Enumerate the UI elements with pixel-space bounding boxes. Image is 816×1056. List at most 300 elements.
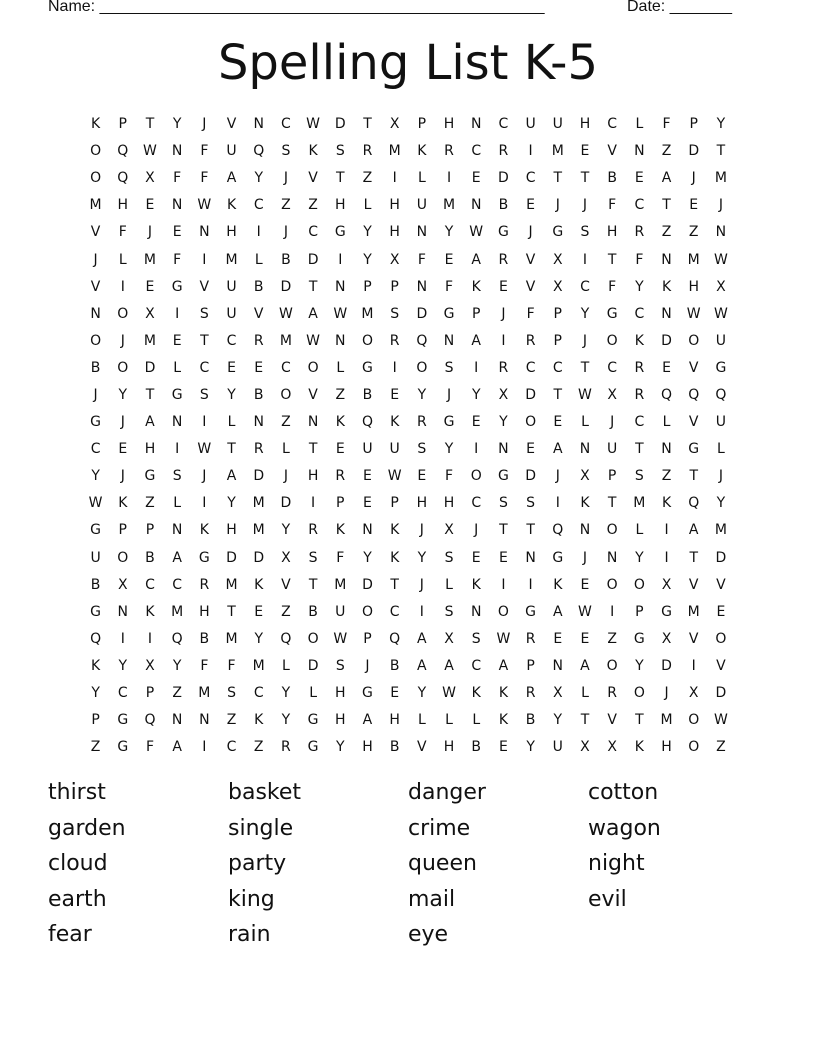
grid-letter: A <box>471 251 481 268</box>
grid-letter: R <box>498 359 509 376</box>
grid-letter: I <box>338 251 343 268</box>
grid-letter: B <box>90 576 101 593</box>
grid-letter: N <box>552 657 564 674</box>
grid-letter: W <box>713 251 728 268</box>
grid-letter: R <box>281 739 291 756</box>
grid-letter: H <box>144 441 156 458</box>
grid-letter: W <box>442 685 456 702</box>
grid-letter: R <box>634 224 645 241</box>
grid-letter: O <box>416 359 428 376</box>
grid-letter: T <box>553 386 563 403</box>
grid-letter: Y <box>635 549 644 566</box>
grid-letter: O <box>497 603 509 620</box>
grid-letter: J <box>664 685 669 702</box>
grid-letter: X <box>552 685 563 702</box>
grid-letter: N <box>525 549 536 566</box>
grid-letter: J <box>555 468 560 485</box>
grid-letter: X <box>552 251 563 268</box>
grid-letter: D <box>525 386 536 403</box>
grid-letter: M <box>442 197 456 214</box>
grid-letter: L <box>581 685 589 702</box>
grid-letter: T <box>553 170 563 187</box>
grid-letter: T <box>336 170 345 187</box>
grid-letter: J <box>474 522 479 539</box>
grid-letter: P <box>336 495 345 512</box>
grid-letter: L <box>363 197 372 214</box>
grid-letter: N <box>335 332 346 349</box>
grid-letter: L <box>118 251 127 268</box>
grid-letter: H <box>606 224 618 241</box>
grid-letter: J <box>528 224 533 241</box>
grid-letter: Y <box>417 549 427 566</box>
grid-letter: E <box>580 630 590 647</box>
grid-letter: O <box>361 332 373 349</box>
grid-letter: W <box>306 116 321 133</box>
grid-letter: D <box>144 359 156 376</box>
grid-letter: E <box>145 278 155 295</box>
grid-letter: T <box>308 441 318 458</box>
grid-letter: M <box>687 603 700 620</box>
grid-letter: K <box>580 495 590 512</box>
grid-letter: J <box>718 468 723 485</box>
grid-letter: H <box>688 278 699 295</box>
grid-letter: U <box>226 278 237 295</box>
grid-letter: K <box>634 739 644 756</box>
grid-letter: C <box>525 359 536 376</box>
grid-letter: K <box>498 712 508 729</box>
grid-letter: C <box>199 359 210 376</box>
grid-letter: Z <box>308 197 318 214</box>
grid-letter: Q <box>552 522 564 539</box>
grid-letter: A <box>226 170 237 187</box>
grid-letter: D <box>307 657 319 674</box>
grid-letter: X <box>145 657 155 674</box>
grid-letter: K <box>661 495 672 512</box>
grid-letter: T <box>607 251 617 268</box>
grid-row <box>82 219 742 246</box>
grid-letter: Z <box>661 143 672 160</box>
grid-letter: A <box>444 657 454 674</box>
grid-letter: O <box>606 657 618 674</box>
grid-letter: X <box>145 170 155 187</box>
grid-letter: N <box>416 278 428 295</box>
word-list-item: evil <box>588 886 627 912</box>
grid-letter: O <box>715 630 727 647</box>
grid-letter: I <box>419 603 424 620</box>
grid-letter: D <box>715 549 727 566</box>
grid-letter: E <box>118 441 128 458</box>
grid-letter: P <box>91 712 100 729</box>
grid-row <box>82 436 742 463</box>
word-list-item: rain <box>228 922 271 948</box>
grid-row <box>82 382 742 409</box>
word-list-item: basket <box>228 780 302 805</box>
grid-letter: W <box>88 495 103 512</box>
grid-letter: N <box>90 305 101 322</box>
grid-letter: G <box>362 359 373 376</box>
grid-letter: N <box>307 414 319 431</box>
grid-letter: W <box>578 386 592 403</box>
grid-letter: I <box>474 359 479 376</box>
grid-letter: T <box>580 712 590 729</box>
grid-letter: O <box>90 143 102 160</box>
grid-letter: Y <box>281 522 291 539</box>
word-list <box>48 778 788 958</box>
grid-letter: T <box>227 603 236 620</box>
grid-letter: K <box>471 278 481 295</box>
grid-letter: Y <box>227 386 236 403</box>
grid-row <box>82 490 742 517</box>
word-list-item: wagon <box>588 815 661 841</box>
grid-letter: A <box>471 332 481 349</box>
grid-letter: P <box>363 630 372 647</box>
grid-letter: Z <box>716 739 726 756</box>
grid-letter: F <box>173 170 182 187</box>
grid-letter: H <box>335 712 346 729</box>
page-title: Spelling List K-5 <box>217 35 599 91</box>
grid-letter: K <box>91 657 101 674</box>
grid-letter: T <box>363 116 372 133</box>
grid-letter: Q <box>416 332 428 349</box>
grid-letter: V <box>688 630 699 647</box>
grid-letter: J <box>501 305 506 322</box>
grid-letter: Z <box>90 739 101 756</box>
grid-letter: Z <box>688 224 699 241</box>
grid-letter: U <box>715 414 727 431</box>
grid-letter: E <box>580 143 590 160</box>
grid-row <box>82 355 742 382</box>
grid-letter: Q <box>715 386 727 403</box>
grid-letter: L <box>254 251 263 268</box>
grid-letter: K <box>553 576 563 593</box>
grid-letter: E <box>471 414 481 431</box>
grid-letter: E <box>254 603 264 620</box>
grid-letter: Y <box>716 495 726 512</box>
grid-letter: L <box>445 712 453 729</box>
grid-letter: T <box>635 441 644 458</box>
grid-letter: Y <box>499 414 508 431</box>
grid-letter: H <box>389 197 400 214</box>
grid-letter: J <box>93 386 98 403</box>
word-list-item: thirst <box>48 780 106 805</box>
grid-letter: H <box>443 739 455 756</box>
grid-letter: R <box>362 143 373 160</box>
grid-letter: B <box>498 197 509 214</box>
grid-letter: L <box>173 359 182 376</box>
grid-letter: F <box>200 143 209 160</box>
grid-letter: F <box>118 224 127 241</box>
grid-letter: F <box>662 116 671 133</box>
grid-letter: H <box>335 685 346 702</box>
grid-letter: G <box>117 712 129 729</box>
grid-letter: S <box>281 143 291 160</box>
word-list-item: night <box>588 851 645 877</box>
grid-letter: X <box>580 739 590 756</box>
grid-letter: Y <box>254 170 263 187</box>
grid-letter: Y <box>444 441 454 458</box>
grid-letter: U <box>226 143 237 160</box>
grid-letter: G <box>688 441 700 458</box>
grid-letter: F <box>445 278 454 295</box>
grid-letter: X <box>552 278 563 295</box>
grid-letter: Y <box>254 630 263 647</box>
grid-row <box>82 599 742 626</box>
grid-letter: E <box>689 197 699 214</box>
grid-letter: W <box>306 332 321 349</box>
grid-letter: J <box>446 386 452 403</box>
grid-letter: C <box>145 576 155 593</box>
grid-letter: H <box>579 116 591 133</box>
grid-letter: E <box>553 414 563 431</box>
grid-letter: W <box>713 712 728 729</box>
grid-letter: P <box>417 116 427 133</box>
grid-letter: G <box>497 224 509 241</box>
grid-letter: I <box>202 414 207 431</box>
grid-letter: V <box>90 224 101 241</box>
grid-letter: S <box>444 603 454 620</box>
grid-letter: C <box>607 359 618 376</box>
grid-letter: R <box>525 630 536 647</box>
grid-letter: J <box>120 468 125 485</box>
grid-letter: E <box>498 278 508 295</box>
grid-letter: K <box>145 603 155 620</box>
grid-letter: C <box>634 414 645 431</box>
grid-letter: O <box>117 305 129 322</box>
grid-letter: H <box>362 739 373 756</box>
grid-letter: V <box>688 576 699 593</box>
grid-letter: I <box>528 143 533 160</box>
grid-letter: M <box>551 143 564 160</box>
grid-letter: H <box>661 739 672 756</box>
grid-letter: J <box>202 468 207 485</box>
grid-letter: H <box>117 197 129 214</box>
grid-letter: E <box>498 739 508 756</box>
grid-letter: O <box>688 332 700 349</box>
grid-letter: A <box>661 170 672 187</box>
grid-letter: M <box>143 251 157 268</box>
grid-letter: E <box>444 251 454 268</box>
grid-letter: D <box>226 549 237 566</box>
grid-letter: X <box>716 278 726 295</box>
grid-letter: K <box>498 685 508 702</box>
grid-letter: K <box>335 414 345 431</box>
grid-letter: V <box>607 712 617 729</box>
grid-letter: T <box>145 116 155 133</box>
grid-letter: M <box>171 603 184 620</box>
grid-letter: V <box>607 143 617 160</box>
grid-letter: C <box>525 170 536 187</box>
grid-letter: E <box>227 359 236 376</box>
grid-letter: G <box>90 414 102 431</box>
grid-row <box>82 246 742 273</box>
grid-letter: Y <box>363 549 372 566</box>
grid-letter: L <box>417 712 426 729</box>
grid-letter: K <box>118 495 128 512</box>
grid-letter: Y <box>635 657 644 674</box>
grid-letter: S <box>580 224 590 241</box>
grid-letter: W <box>197 441 212 458</box>
grid-letter: Q <box>253 143 265 160</box>
grid-letter: N <box>634 143 645 160</box>
grid-letter: S <box>471 630 481 647</box>
grid-letter: G <box>198 549 210 566</box>
grid-letter: E <box>498 549 508 566</box>
grid-letter: W <box>333 305 348 322</box>
grid-letter: H <box>335 197 346 214</box>
grid-letter: M <box>252 657 265 674</box>
grid-letter: X <box>661 576 672 593</box>
grid-letter: C <box>634 197 645 214</box>
word-list-item: mail <box>408 886 456 912</box>
grid-letter: I <box>120 278 125 295</box>
grid-row <box>82 626 742 653</box>
grid-letter: V <box>90 278 101 295</box>
grid-letter: Q <box>117 170 129 187</box>
grid-letter: N <box>579 441 591 458</box>
grid-letter: I <box>501 332 506 349</box>
grid-letter: R <box>253 441 264 458</box>
grid-letter: D <box>715 685 727 702</box>
grid-letter: T <box>308 576 318 593</box>
grid-letter: B <box>281 251 291 268</box>
grid-letter: A <box>417 657 427 674</box>
grid-letter: V <box>688 414 699 431</box>
grid-letter: M <box>361 305 374 322</box>
grid-letter: N <box>171 712 183 729</box>
grid-letter: J <box>582 549 588 566</box>
grid-row <box>82 274 742 301</box>
grid-letter: J <box>419 576 424 593</box>
word-list-item: king <box>228 886 275 912</box>
grid-letter: U <box>552 116 563 133</box>
grid-letter: M <box>388 143 401 160</box>
grid-row <box>82 301 742 328</box>
grid-letter: Y <box>716 116 726 133</box>
grid-letter: B <box>145 549 155 566</box>
grid-row <box>82 165 742 192</box>
grid-letter: A <box>226 468 237 485</box>
grid-letter: J <box>202 116 207 133</box>
grid-letter: L <box>445 576 453 593</box>
grid-letter: S <box>444 549 454 566</box>
grid-letter: M <box>279 332 292 349</box>
grid-letter: H <box>199 603 210 620</box>
grid-letter: J <box>283 170 288 187</box>
grid-letter: C <box>471 495 482 512</box>
grid-letter: C <box>389 603 400 620</box>
grid-letter: T <box>499 522 508 539</box>
grid-letter: I <box>610 603 615 620</box>
grid-letter: O <box>117 549 129 566</box>
grid-letter: Q <box>90 630 102 647</box>
grid-letter: Z <box>281 603 291 620</box>
grid-row <box>82 328 742 355</box>
grid-letter: S <box>199 386 209 403</box>
grid-letter: C <box>281 116 291 133</box>
grid-letter: F <box>608 278 617 295</box>
grid-letter: B <box>525 712 536 729</box>
grid-letter: I <box>392 170 397 187</box>
grid-letter: A <box>552 603 563 620</box>
grid-letter: X <box>498 386 509 403</box>
grid-letter: L <box>717 441 725 458</box>
grid-row <box>82 572 742 599</box>
grid-letter: E <box>634 170 644 187</box>
grid-letter: Y <box>526 739 535 756</box>
grid-letter: P <box>689 116 698 133</box>
grid-letter: W <box>496 630 511 647</box>
grid-letter: M <box>334 576 347 593</box>
grid-letter: E <box>662 359 671 376</box>
grid-letter: E <box>471 170 481 187</box>
grid-letter: M <box>198 685 211 702</box>
grid-letter: L <box>662 414 671 431</box>
word-list-item: eye <box>408 922 449 948</box>
grid-letter: A <box>362 712 373 729</box>
grid-letter: S <box>335 143 345 160</box>
grid-letter: D <box>661 657 672 674</box>
grid-letter: N <box>362 522 373 539</box>
grid-letter: I <box>501 576 506 593</box>
grid-letter: N <box>253 116 264 133</box>
grid-letter: J <box>582 197 588 214</box>
grid-letter: L <box>227 414 236 431</box>
grid-letter: W <box>197 197 212 214</box>
grid-letter: I <box>202 495 207 512</box>
grid-letter: O <box>90 332 102 349</box>
grid-letter: Y <box>336 739 345 756</box>
grid-letter: Y <box>635 278 644 295</box>
grid-letter: Y <box>444 224 454 241</box>
grid-letter: K <box>308 143 318 160</box>
grid-letter: N <box>171 197 183 214</box>
grid-letter: I <box>147 630 153 647</box>
grid-letter: H <box>389 712 400 729</box>
grid-letter: Z <box>253 739 264 756</box>
grid-letter: P <box>145 522 155 539</box>
grid-letter: F <box>145 739 154 756</box>
grid-letter: E <box>172 224 182 241</box>
grid-letter: Q <box>688 386 700 403</box>
grid-letter: R <box>525 685 536 702</box>
grid-letter: P <box>553 332 562 349</box>
grid-letter: J <box>93 251 98 268</box>
grid-letter: N <box>199 224 210 241</box>
grid-letter: C <box>471 657 482 674</box>
grid-letter: Z <box>281 197 291 214</box>
grid-letter: U <box>226 305 237 322</box>
grid-letter: A <box>580 657 590 674</box>
grid-letter: C <box>580 278 590 295</box>
grid-letter: K <box>254 576 264 593</box>
grid-letter: O <box>606 522 618 539</box>
grid-letter: C <box>281 359 291 376</box>
grid-letter: O <box>688 739 700 756</box>
grid-letter: S <box>526 495 536 512</box>
grid-letter: D <box>362 576 373 593</box>
grid-letter: B <box>90 359 101 376</box>
grid-letter: H <box>443 116 455 133</box>
grid-letter: R <box>634 359 645 376</box>
grid-letter: Y <box>363 224 372 241</box>
grid-letter: W <box>578 603 592 620</box>
grid-letter: J <box>283 224 288 241</box>
grid-letter: K <box>91 116 101 133</box>
grid-letter: G <box>307 712 319 729</box>
grid-letter: I <box>691 657 696 674</box>
grid-letter: I <box>202 251 207 268</box>
grid-letter: O <box>633 685 645 702</box>
